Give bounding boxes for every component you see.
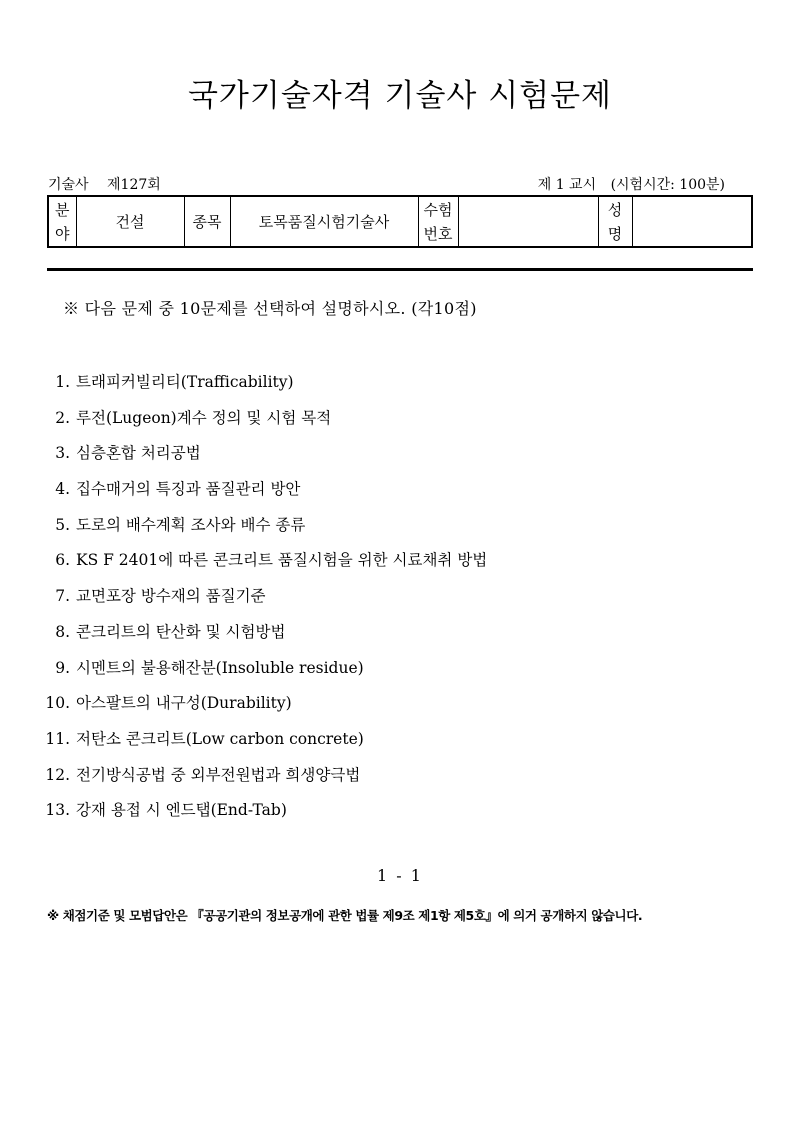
- question-item: [36, 691, 756, 727]
- question-number: 9.: [55, 658, 70, 677]
- exam-meta-left: [48, 174, 175, 194]
- field-label-bottom: 야: [55, 224, 70, 243]
- field-value: 건설: [76, 196, 184, 247]
- question-text: 강재 용접 시 엔드탭(End-Tab): [76, 801, 287, 820]
- exam-session: 제 1 교시: [537, 177, 597, 193]
- exam-number-label-cell: [418, 196, 458, 247]
- item-label: 종목: [184, 196, 230, 247]
- question-item: [36, 584, 756, 620]
- question-number: 3.: [55, 444, 70, 463]
- name-label-top: 성: [607, 200, 623, 219]
- name-field[interactable]: [632, 196, 752, 247]
- question-text: KS F 2401에 따른 콘크리트 품질시험을 위한 시료채취 방법: [76, 551, 488, 570]
- page-title: 국가기술자격 기술사 시험문제: [187, 78, 612, 114]
- question-text: 저탄소 콘크리트(Low carbon concrete): [76, 729, 364, 748]
- question-item: [36, 370, 756, 406]
- item-value: 토목품질시험기술사: [230, 196, 418, 247]
- question-item: [36, 513, 756, 549]
- question-number: 6.: [55, 551, 70, 570]
- question-item: [36, 798, 756, 834]
- exam-round: 제127회: [107, 177, 161, 193]
- question-number: 13.: [45, 801, 70, 820]
- question-text: 시멘트의 불용해잔분(Insoluble residue): [76, 658, 364, 677]
- question-item: [36, 620, 756, 656]
- name-label-cell: [598, 196, 632, 247]
- exam-info-table: [47, 195, 753, 248]
- question-text: 집수매거의 특징과 품질관리 방안: [76, 480, 301, 499]
- question-text: 교면포장 방수재의 품질기준: [76, 587, 266, 606]
- question-number: 12.: [45, 765, 70, 784]
- question-text: 콘크리트의 탄산화 및 시험방법: [76, 622, 286, 641]
- header-divider: [47, 268, 753, 271]
- exam-number-field[interactable]: [458, 196, 598, 247]
- field-label-cell: [48, 196, 76, 247]
- footnote: ※ 채점기준 및 모범답안은 『공공기관의 정보공개에 관한 법률 제9조 제1항 제5호』에 의거 공개하지 않습니다.: [47, 908, 643, 923]
- question-item: [36, 406, 756, 442]
- question-number: 1.: [55, 373, 70, 391]
- page-number: 1 - 1: [377, 866, 423, 885]
- question-number: 7.: [55, 587, 70, 606]
- field-label-top: 분: [55, 200, 70, 219]
- question-number: 8.: [55, 622, 70, 641]
- question-number: 2.: [55, 408, 70, 427]
- question-text: 도로의 배수계획 조사와 배수 종류: [76, 515, 306, 534]
- question-number: 5.: [55, 515, 70, 534]
- exam-time: (시험시간: 100분): [610, 177, 725, 193]
- question-list: [36, 370, 756, 834]
- question-text: 루전(Lugeon)계수 정의 및 시험 목적: [76, 408, 332, 427]
- question-text: 전기방식공법 중 외부전원법과 희생양극법: [76, 765, 361, 784]
- exam-meta-right: [528, 174, 725, 194]
- question-text: 트래피커빌리티(Trafficability): [76, 373, 294, 391]
- question-item: [36, 548, 756, 584]
- question-text: 아스팔트의 내구성(Durability): [76, 694, 292, 713]
- question-number: 4.: [55, 480, 70, 499]
- exam-category: 기술사: [48, 177, 89, 193]
- exam-meta-row: [48, 174, 753, 194]
- name-label-bottom: 명: [607, 224, 623, 243]
- question-item: [36, 477, 756, 513]
- question-number: 10.: [45, 694, 70, 713]
- question-item: [36, 763, 756, 799]
- exam-number-label-bottom: 번호: [423, 224, 453, 243]
- question-item: [36, 727, 756, 763]
- question-text: 심층혼합 처리공법: [76, 444, 201, 463]
- instruction-text: ※ 다음 문제 중 10문제를 선택하여 설명하시오. (각10점): [63, 299, 477, 318]
- exam-number-label-top: 수험: [423, 200, 453, 219]
- question-item: [36, 656, 756, 692]
- question-item: [36, 441, 756, 477]
- question-number: 11.: [45, 729, 70, 748]
